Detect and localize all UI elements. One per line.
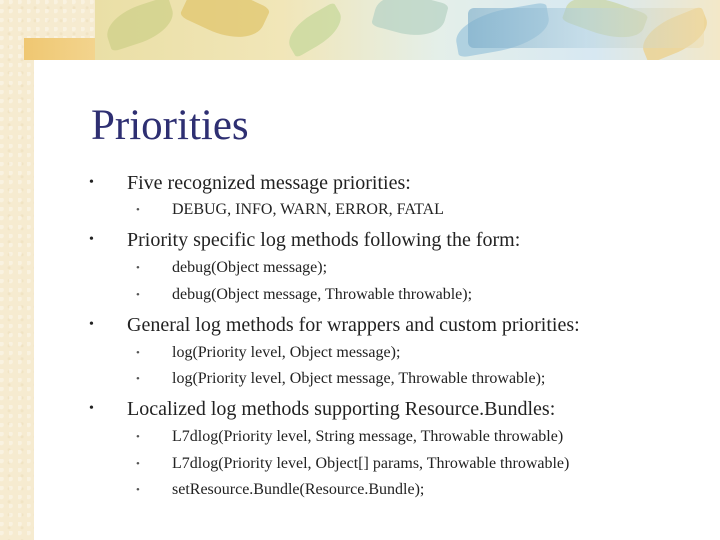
sub-bullet-text: debug(Object message, Throwable throwable); — [172, 286, 473, 303]
decorative-accent-right — [468, 8, 704, 48]
bullet-text: Localized log methods supporting Resource.Bundles: — [127, 398, 556, 420]
sub-bullet-item — [136, 259, 328, 277]
sub-bullet-icon: • — [136, 289, 140, 301]
bullet-icon: • — [89, 175, 94, 190]
sub-bullet-text: log(Priority level, Object message); — [172, 344, 401, 361]
sub-bullet-item — [136, 286, 473, 304]
sub-bullet-icon: • — [136, 204, 140, 216]
bullet-text: Five recognized message priorities: — [127, 172, 411, 194]
bullet-item — [89, 229, 521, 252]
sub-bullet-text: log(Priority level, Object message, Throwable throwable); — [172, 370, 546, 387]
sub-bullet-text: setResource.Bundle(Resource.Bundle); — [172, 481, 425, 498]
bullet-text: General log methods for wrappers and custom priorities: — [127, 314, 580, 336]
bullet-text: Priority specific log methods following the form: — [127, 229, 521, 251]
leaf-decoration — [282, 2, 349, 58]
sub-bullet-item — [136, 344, 401, 362]
sub-bullet-text: L7dlog(Priority level, Object[] params, Throwable throwable) — [172, 455, 570, 472]
slide-title: Priorities — [91, 102, 249, 149]
sub-bullet-icon: • — [136, 262, 140, 274]
decorative-accent-left — [24, 38, 96, 60]
sub-bullet-icon: • — [136, 484, 140, 496]
sub-bullet-text: debug(Object message); — [172, 259, 328, 276]
sub-bullet-item — [136, 455, 570, 473]
sub-bullet-icon: • — [136, 373, 140, 385]
sub-bullet-text: DEBUG, INFO, WARN, ERROR, FATAL — [172, 201, 444, 218]
sub-bullet-icon: • — [136, 458, 140, 470]
bullet-item — [89, 398, 556, 421]
sub-bullet-item — [136, 201, 444, 219]
bullet-icon: • — [89, 232, 94, 247]
leaf-decoration — [179, 0, 271, 50]
sub-bullet-item — [136, 481, 425, 499]
sub-bullet-icon: • — [136, 431, 140, 443]
leaf-decoration — [371, 0, 449, 43]
sub-bullet-text: L7dlog(Priority level, String message, Throwable throwable) — [172, 428, 564, 445]
bullet-item — [89, 172, 411, 195]
sub-bullet-item — [136, 370, 546, 388]
bullet-icon: • — [89, 401, 94, 416]
bullet-item — [89, 314, 580, 337]
bullet-icon: • — [89, 317, 94, 332]
leaf-decoration — [101, 0, 179, 52]
sub-bullet-item — [136, 428, 564, 446]
sub-bullet-icon: • — [136, 347, 140, 359]
